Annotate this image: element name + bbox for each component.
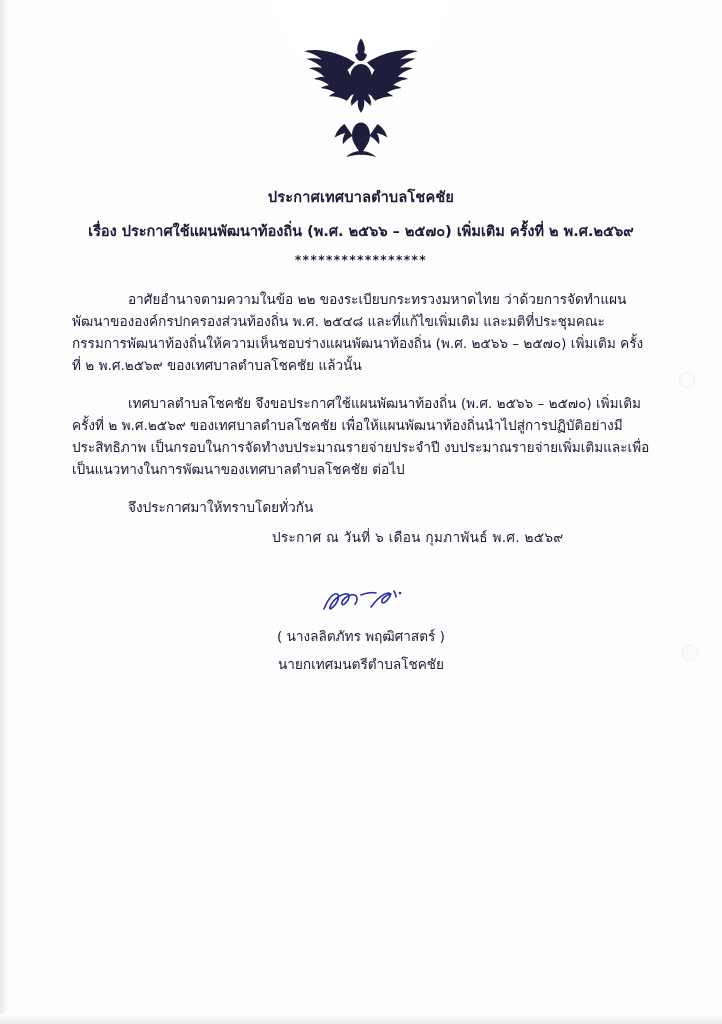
page-title: ประกาศเทศบาลตำบลโชคชัย: [267, 190, 455, 206]
paragraph-2: เทศบาลตำบลโชคชัย จึงขอประกาศใช้แผนพัฒนาท้องถิ่น (พ.ศ. ๒๕๖๖ – ๒๕๗๐) เพิ่มเติม ครั้งที่ ๒ พ.ศ.๒๕๖๙ ของเทศบาลตำบลโชคชัย เพื่อให้แผนพัฒนาท้องถิ่นนำไปสู่การปฏิบัติอย่างมีประสิทธิภาพ เป็นกรอบในการจัดทำงบประมาณรายจ่ายประจำปี งบประมาณรายจ่ายเพิ่มเติมและเพื่อเป็นแนวทางในการพัฒนาของเทศบาลตำบลโชคชัย ต่อไป: [72, 395, 650, 478]
separator-asterisks: *****************: [294, 252, 428, 267]
page-subtitle: เรื่อง ประกาศใช้แผนพัฒนาท้องถิ่น (พ.ศ. ๒๕๖๖ – ๒๕๗๐) เพิ่มเติม ครั้งที่ ๒ พ.ศ.๒๕๖๙: [88, 223, 634, 240]
emblem-container: [72, 0, 650, 160]
signer-role: นายกเทศมนตรีตำบลโชคชัย: [278, 656, 444, 673]
scan-edge-bottom: [0, 1014, 722, 1024]
date-line: ประกาศ ณ วันที่ ๖ เดือน กุมภาพันธ์ พ.ศ. ๒๕๖๙: [272, 529, 564, 546]
garuda-emblem: [286, 34, 436, 160]
paragraph-3: จึงประกาศมาให้ทราบโดยทั่วกัน: [128, 499, 314, 516]
body-text: [72, 289, 650, 549]
paragraph-1: อาศัยอำนาจตามความในข้อ ๒๒ ของระเบียบกระทรวงมหาดไทย ว่าด้วยการจัดทำแผนพัฒนาขององค์กรปกครองส่วนท้องถิ่น พ.ศ. ๒๕๔๘ และที่แก้ไขเพิ่มเติม และมติที่ประชุมคณะกรรมการพัฒนาท้องถิ่นให้ความเห็นชอบร่างแผนพัฒนาท้องถิ่น (พ.ศ. ๒๕๖๖ – ๒๕๗๐) เพิ่มเติม ครั้งที่ ๒ พ.ศ.๒๕๖๙ ของเทศบาลตำบลโชคชัย แล้วนั้น: [72, 291, 644, 374]
handwritten-signature: [72, 583, 650, 617]
signer-name: ( นางลลิตภัทร พฤฒิศาสตร์ ): [276, 628, 445, 645]
title-block: [72, 188, 650, 267]
signature-block: [72, 583, 650, 675]
